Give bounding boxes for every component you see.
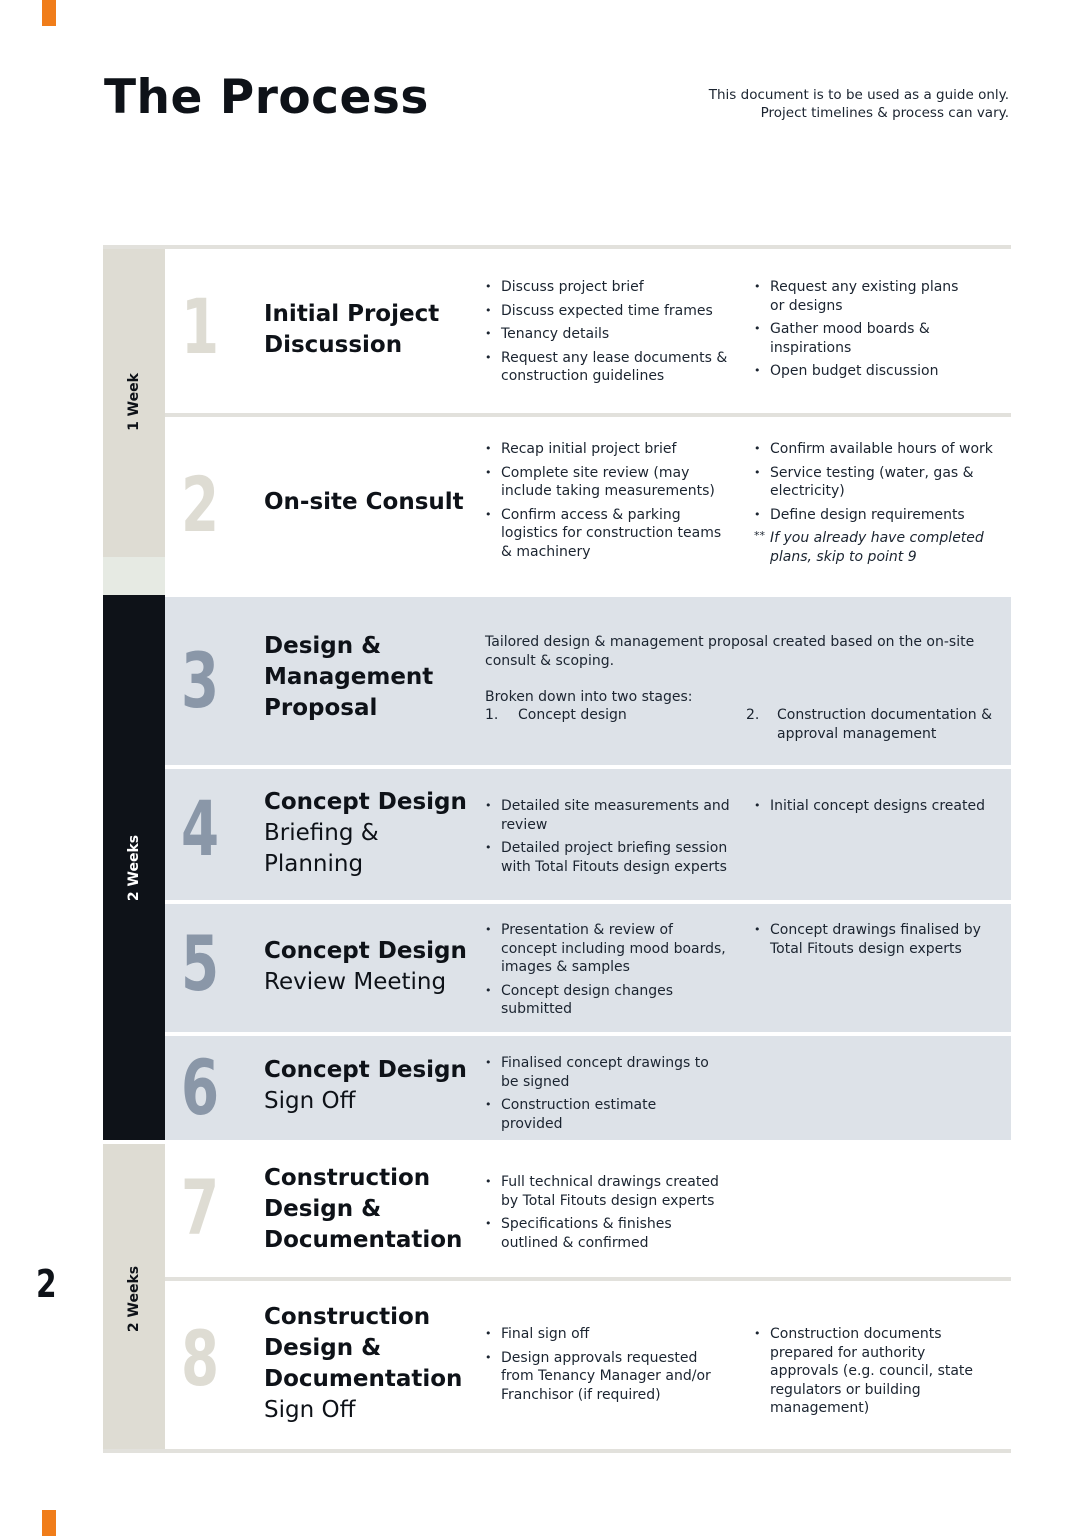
list-item: • Request any lease documents & construction guidelines <box>485 349 730 386</box>
list-item: • Presentation & review of concept including mood boards, images & samples <box>485 921 730 977</box>
step-number: 4 <box>181 784 220 873</box>
step-title-bold: Construction Design & Documentation <box>264 1304 463 1392</box>
page-title: The Process <box>104 70 429 125</box>
list-item: • Concept design changes submitted <box>485 982 730 1019</box>
step-title-bold: Concept Design <box>264 938 467 964</box>
list-item: • Request any existing plans or designs <box>754 278 974 315</box>
timeline-segment-weeks-2-3 <box>103 595 165 1140</box>
step-details <box>754 797 999 821</box>
list-item: • Initial concept designs created <box>754 797 999 816</box>
step-details <box>485 921 730 1024</box>
list-item: • Define design requirements <box>754 506 994 525</box>
list-item: • Gather mood boards & inspirations <box>754 320 974 357</box>
step-details <box>485 797 730 881</box>
stage-1-number: 1. <box>485 707 499 723</box>
step-details <box>754 921 984 963</box>
step-number: 1 <box>181 282 220 371</box>
list-item: • Detailed project briefing session with Total Fitouts design experts <box>485 839 730 876</box>
step-number: 2 <box>181 460 220 549</box>
list-item: • Full technical drawings created by Total Fitouts design experts <box>485 1173 720 1210</box>
timeline-segment-spacer <box>103 557 165 595</box>
list-item: • Confirm available hours of work <box>754 440 994 459</box>
step-details <box>485 1325 720 1409</box>
step-details <box>754 440 994 566</box>
proposal-intro: Tailored design & management proposal created based on the on-site consult & scoping. <box>485 634 975 669</box>
list-item: • Discuss expected time frames <box>485 302 730 321</box>
stage-1: Concept design <box>518 707 627 723</box>
step-title <box>264 1302 463 1426</box>
step-1 <box>165 249 1011 413</box>
step-details <box>485 1173 720 1257</box>
step-title-bold: Construction Design & Documentation <box>264 1165 463 1253</box>
list-item: • Construction documents prepared for authority approvals (e.g. council, state regulators or building management) <box>754 1325 994 1418</box>
list-item: • Specifications & finishes outlined & confirmed <box>485 1215 720 1252</box>
list-item: • Tenancy details <box>485 325 730 344</box>
step-title <box>264 787 474 880</box>
step-title-bold: Concept Design <box>264 789 467 815</box>
step-title <box>264 631 454 724</box>
step-title-regular: Sign Off <box>264 1088 356 1114</box>
timeline-label: 1 Week <box>126 373 142 431</box>
timeline-segment-week-1 <box>103 247 165 557</box>
step-title-regular: Review Meeting <box>264 969 447 995</box>
step-details <box>754 278 974 386</box>
disclaimer <box>589 86 1009 122</box>
step-3 <box>165 597 1011 765</box>
step-number: 8 <box>181 1314 220 1403</box>
step-title <box>264 299 464 361</box>
step-details <box>485 440 730 566</box>
list-item: • Detailed site measurements and review <box>485 797 730 834</box>
step-number: 3 <box>181 636 220 725</box>
note-asterisks: ** <box>754 529 765 542</box>
disclaimer-line-1: This document is to be used as a guide only. <box>708 87 1009 103</box>
step-title <box>264 1163 463 1256</box>
accent-mark-top <box>42 0 56 26</box>
step-details <box>754 1325 994 1423</box>
step-title <box>264 1055 474 1117</box>
step-title <box>264 487 484 518</box>
list-item: • Concept drawings finalised by Total Fitouts design experts <box>754 921 984 958</box>
timeline-segment-weeks-4-5 <box>103 1144 165 1453</box>
stages-heading: Broken down into two stages: <box>485 689 693 705</box>
step-title <box>264 936 474 998</box>
list-item: • Recap initial project brief <box>485 440 730 459</box>
step-title-regular: Sign Off <box>264 1397 356 1423</box>
list-item: • Design approvals requested from Tenancy Manager and/or Franchisor (if required) <box>485 1349 720 1405</box>
step-title-regular: Briefing & Planning <box>264 820 379 877</box>
step-title-bold: Concept Design <box>264 1057 467 1083</box>
disclaimer-line-2: Project timelines & process can vary. <box>760 105 1009 121</box>
stage-2-number: 2. <box>746 707 760 723</box>
step-number: 7 <box>181 1163 220 1252</box>
page-number: 2 <box>36 1262 57 1306</box>
step-title-bold: Design & Management Proposal <box>264 633 434 721</box>
list-item: • Confirm access & parking logistics for construction teams & machinery <box>485 506 730 562</box>
step-number: 6 <box>181 1043 220 1132</box>
list-item: • Final sign off <box>485 1325 720 1344</box>
list-item: • Open budget discussion <box>754 362 974 381</box>
step-title-bold: Initial Project Discussion <box>264 301 440 358</box>
timeline-label: 2 Weeks <box>126 1265 142 1332</box>
stage-2: Construction documentation & approval management <box>777 707 992 742</box>
list-item: • Construction estimate provided <box>485 1096 720 1133</box>
step-2 <box>165 417 1011 595</box>
step-title-bold: On-site Consult <box>264 489 464 515</box>
timeline-label: 2 Weeks <box>126 834 142 901</box>
list-item: • Finalised concept drawings to be signed <box>485 1054 720 1091</box>
step-details <box>485 278 730 391</box>
step-6 <box>165 1036 1011 1140</box>
step-number: 5 <box>181 919 220 1008</box>
step-details <box>485 1054 720 1138</box>
note-text: If you already have completed plans, skip to point 9 <box>770 530 984 565</box>
step-8 <box>165 1281 1011 1449</box>
list-item: • Complete site review (may include taking measurements) <box>485 464 730 501</box>
step-4 <box>165 769 1011 900</box>
accent-mark-bottom <box>42 1510 56 1536</box>
skip-note <box>754 529 994 566</box>
step-7 <box>165 1144 1011 1277</box>
list-item: • Service testing (water, gas & electricity) <box>754 464 994 501</box>
step-5 <box>165 904 1011 1032</box>
list-item: • Discuss project brief <box>485 278 730 297</box>
row-divider <box>103 1449 1011 1453</box>
